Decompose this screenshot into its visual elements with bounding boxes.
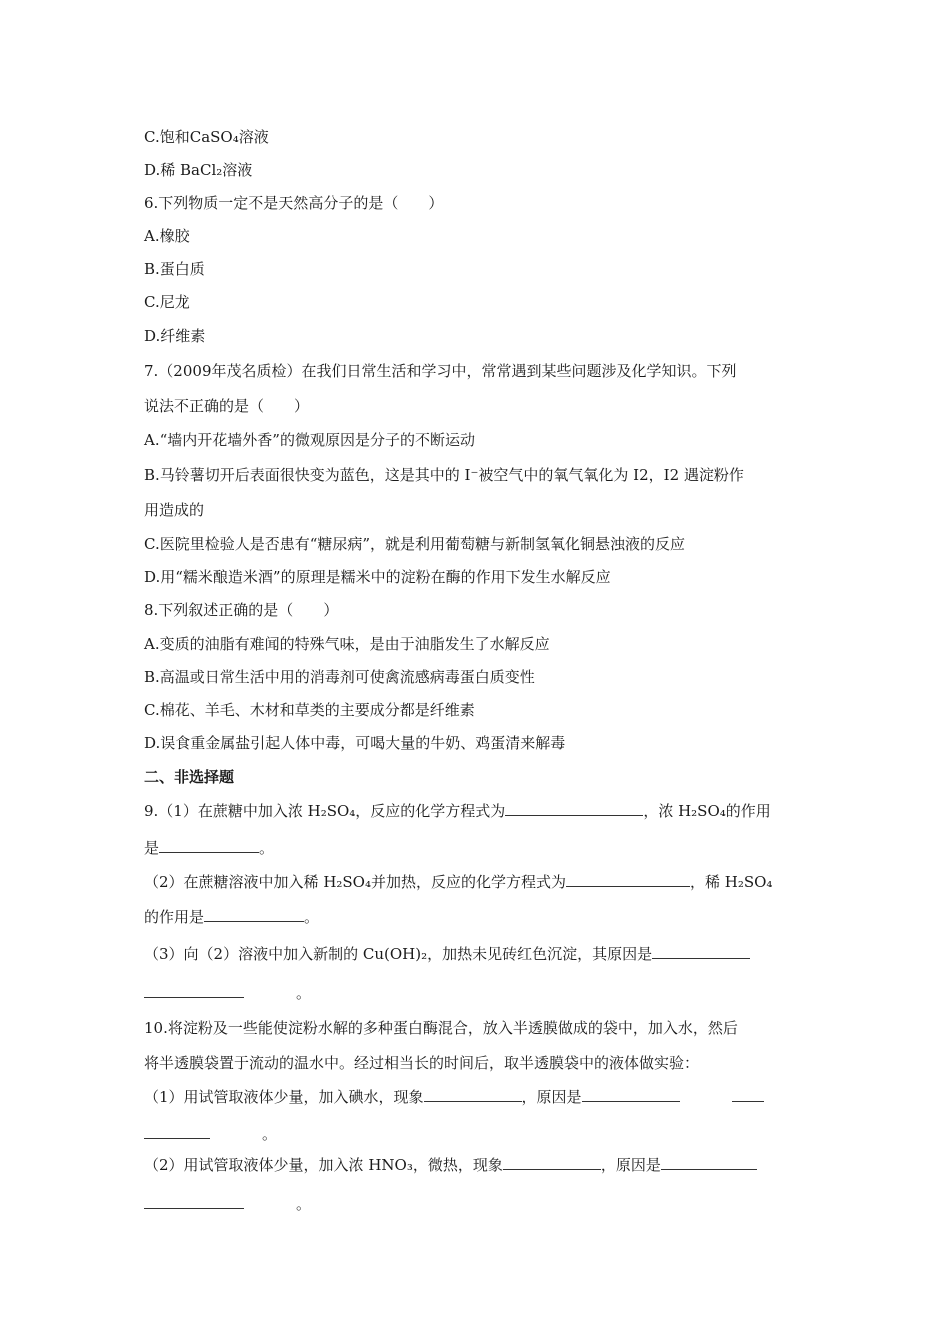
question-9-line-4 (144, 907, 319, 927)
question-10-line-5 (144, 1155, 757, 1175)
option-8a: A.变质的油脂有难闻的特殊气味，是由于油脂发生了水解反应 (144, 635, 550, 653)
option-5d: D.稀 BaCl₂溶液 (144, 161, 253, 179)
question-10-text-5b: ，原因是 (600, 1156, 661, 1174)
option-7a: A.“墙内开花墙外香”的微观原因是分子的不断运动 (144, 431, 475, 449)
question-10-line-1: 10.将淀粉及一些能使淀粉水解的多种蛋白酶混合，放入半透膜做成的袋中，加入水，然后 (144, 1019, 738, 1037)
option-5c: C.饱和CaSO₄溶液 (144, 128, 269, 146)
answer-blank[interactable] (661, 1155, 757, 1170)
answer-blank[interactable] (582, 1087, 680, 1102)
option-6d: D.纤维素 (144, 327, 206, 345)
answer-blank[interactable] (732, 1087, 764, 1102)
answer-blank[interactable] (204, 907, 304, 922)
option-7d: D.用“糯米酿造米酒”的原理是糯米中的淀粉在酶的作用下发生水解反应 (144, 568, 611, 586)
answer-blank[interactable] (159, 838, 259, 853)
question-9-line-1 (144, 801, 771, 821)
answer-blank[interactable] (144, 983, 244, 998)
question-10-line-6 (144, 1194, 311, 1214)
answer-blank[interactable] (144, 1124, 210, 1139)
question-10-text-5a: （2）用试管取液体少量，加入浓 HNO₃，微热，现象 (144, 1156, 503, 1174)
option-7b-line-1: B.马铃薯切开后表面很快变为蓝色，这是其中的 I⁻被空气中的氧气氧化为 I2，I2 遇淀粉作 (144, 466, 744, 484)
option-7c: C.医院里检验人是否患有“糖尿病”，就是利用葡萄糖与新制氢氧化铜悬浊液的反应 (144, 535, 686, 553)
answer-blank[interactable] (652, 944, 750, 959)
question-9-text-6b: 。 (296, 984, 312, 1002)
section-heading: 二、非选择题 (144, 768, 235, 786)
question-10-text-3a: （1）用试管取液体少量，加入碘水，现象 (144, 1088, 424, 1106)
answer-blank[interactable] (566, 872, 690, 887)
option-8d: D.误食重金属盐引起人体中毒，可喝大量的牛奶、鸡蛋清来解毒 (144, 734, 566, 752)
question-10-line-2: 将半透膜袋置于流动的温水中。经过相当长的时间后，取半透膜袋中的液体做实验： (144, 1054, 700, 1072)
question-9-text-3a: （2）在蔗糖溶液中加入稀 H₂SO₄并加热，反应的化学方程式为 (144, 873, 566, 891)
option-8c: C.棉花、羊毛、木材和草类的主要成分都是纤维素 (144, 701, 475, 719)
answer-blank[interactable] (505, 801, 643, 816)
option-6a: A.橡胶 (144, 227, 190, 245)
question-7-line-2: 说法不正确的是（ ） (144, 397, 310, 415)
question-9-text-4a: 的作用是 (144, 908, 205, 926)
option-6c: C.尼龙 (144, 293, 190, 311)
question-9-text-3b: ，稀 H₂SO₄ (690, 873, 773, 891)
question-9-line-5 (144, 944, 750, 964)
question-9-text-2a: 是 (144, 839, 160, 857)
question-10-text-3b: ，原因是 (521, 1088, 582, 1106)
question-9-text-5a: （3）向（2）溶液中加入新制的 Cu(OH)₂，加热未见砖红色沉淀，其原因是 (144, 945, 653, 963)
answer-blank[interactable] (503, 1155, 601, 1170)
question-9-text-1a: 9.（1）在蔗糖中加入浓 H₂SO₄，反应的化学方程式为 (144, 802, 506, 820)
option-8b: B.高温或日常生活中用的消毒剂可使禽流感病毒蛋白质变性 (144, 668, 535, 686)
question-9-line-3 (144, 872, 772, 892)
question-10-text-4b: 。 (262, 1125, 278, 1143)
question-10-line-3 (144, 1087, 764, 1107)
question-8: 8.下列叙述正确的是（ ） (144, 601, 339, 619)
question-6: 6.下列物质一定不是天然高分子的是（ ） (144, 194, 444, 212)
question-10-text-6b: 。 (296, 1195, 312, 1213)
question-10-line-4 (144, 1124, 277, 1144)
question-9-line-6 (144, 983, 311, 1003)
option-7b-line-2: 用造成的 (144, 501, 205, 519)
option-6b: B.蛋白质 (144, 260, 205, 278)
question-9-text-1b: ，浓 H₂SO₄的作用 (643, 802, 771, 820)
question-9-text-2b: 。 (259, 839, 275, 857)
answer-blank[interactable] (144, 1194, 244, 1209)
answer-blank[interactable] (424, 1087, 522, 1102)
question-9-text-4b: 。 (304, 908, 320, 926)
question-9-line-2 (144, 838, 274, 858)
question-7-line-1: 7.（2009年茂名质检）在我们日常生活和学习中，常常遇到某些问题涉及化学知识。下列 (144, 362, 737, 380)
